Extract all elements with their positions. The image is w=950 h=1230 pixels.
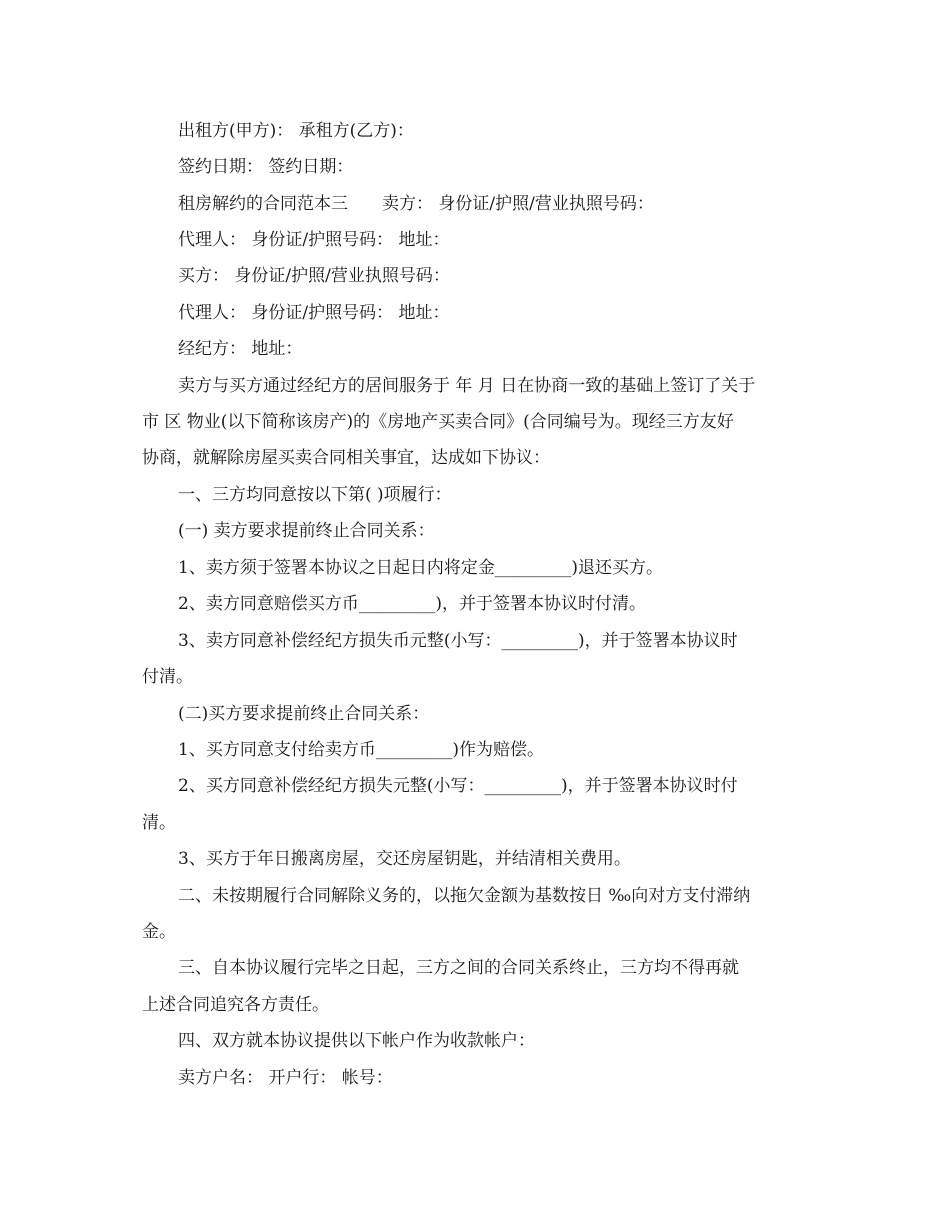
text-line: (一) 卖方要求提前终止合同关系： xyxy=(178,521,435,541)
account-line xyxy=(178,1066,393,1090)
clause-item xyxy=(178,629,738,653)
clause-heading xyxy=(178,1029,535,1053)
text-line: 3、买方于年日搬离房屋，交还房屋钥匙，并结清相关费用。 xyxy=(178,849,631,869)
clause-item-continued xyxy=(142,665,193,689)
text-line: 金。 xyxy=(142,922,176,942)
text-line: 三、自本协议履行完毕之日起，三方之间的合同关系终止，三方均不得再就 xyxy=(178,958,739,978)
clause-item-continued xyxy=(142,811,176,835)
text-line: 1、买方同意支付给卖方币_________)作为赔偿。 xyxy=(178,740,544,760)
text-line: 签约日期： 签约日期： xyxy=(178,157,354,177)
parties-line xyxy=(178,119,414,143)
text-line: 卖方： 身份证/护照/营业执照号码： xyxy=(382,194,654,214)
clause-item xyxy=(178,847,631,871)
signing-date-line xyxy=(178,155,353,179)
broker-line xyxy=(178,337,302,361)
text-line: 代理人： 身份证/护照号码： 地址： xyxy=(178,303,450,323)
clause-item xyxy=(178,592,646,616)
text-line: 市 区 物业(以下简称该房产)的《房地产买卖合同》(合同编号为。现经三方友好 xyxy=(142,412,734,432)
text-line: 代理人： 身份证/护照号码： 地址： xyxy=(178,230,450,250)
title-seller-line xyxy=(178,192,654,216)
subclause-heading xyxy=(178,519,435,543)
text-line: 出租方(甲方)： 承租方(乙方)： xyxy=(178,121,414,141)
text-line: 付清。 xyxy=(142,667,193,687)
clause-item xyxy=(178,556,663,580)
paragraph-line xyxy=(142,410,734,434)
buyer-line xyxy=(178,264,450,288)
text-line: 卖方与买方通过经纪方的居间服务于 年 月 日在协商一致的基础上签订了关于 xyxy=(178,376,756,396)
text-line: 二、未按期履行合同解除义务的，以拖欠金额为基数按日 ‰向对方支付滞纳 xyxy=(178,886,751,906)
clause-heading xyxy=(178,956,739,980)
clause-continued xyxy=(142,920,176,944)
paragraph-line xyxy=(178,374,755,398)
document-title: 租房解约的合同范本三 xyxy=(178,194,348,214)
paragraph-line xyxy=(142,446,550,470)
clause-heading xyxy=(178,884,750,908)
clause-item xyxy=(178,738,544,762)
agent-line xyxy=(178,301,450,325)
clause-heading xyxy=(178,483,452,507)
text-line: 2、卖方同意赔偿买方币_________)，并于签署本协议时付清。 xyxy=(178,594,646,614)
text-line: 清。 xyxy=(142,813,176,833)
text-line: 上述合同追究各方责任。 xyxy=(142,995,329,1015)
text-line: 1、卖方须于签署本协议之日起日内将定金_________)退还买方。 xyxy=(178,558,663,578)
text-line: 一、三方均同意按以下第( )项履行： xyxy=(178,485,452,505)
text-line: 卖方户名： 开户行： 帐号： xyxy=(178,1068,393,1088)
text-line: 2、买方同意补偿经纪方损失元整(小写：_________)，并于签署本协议时付 xyxy=(178,776,738,796)
text-line: 协商，就解除房屋买卖合同相关事宜，达成如下协议： xyxy=(142,448,550,468)
text-line: 买方： 身份证/护照/营业执照号码： xyxy=(178,266,450,286)
subclause-heading xyxy=(178,702,429,726)
agent-line xyxy=(178,228,450,252)
text-line: 3、卖方同意补偿经纪方损失币元整(小写：_________)，并于签署本协议时 xyxy=(178,631,738,651)
text-line: 四、双方就本协议提供以下帐户作为收款帐户： xyxy=(178,1031,535,1051)
clause-item xyxy=(178,774,738,798)
clause-continued xyxy=(142,993,329,1017)
text-line: 经纪方： 地址： xyxy=(178,339,303,359)
text-line: (二)买方要求提前终止合同关系： xyxy=(178,704,430,724)
